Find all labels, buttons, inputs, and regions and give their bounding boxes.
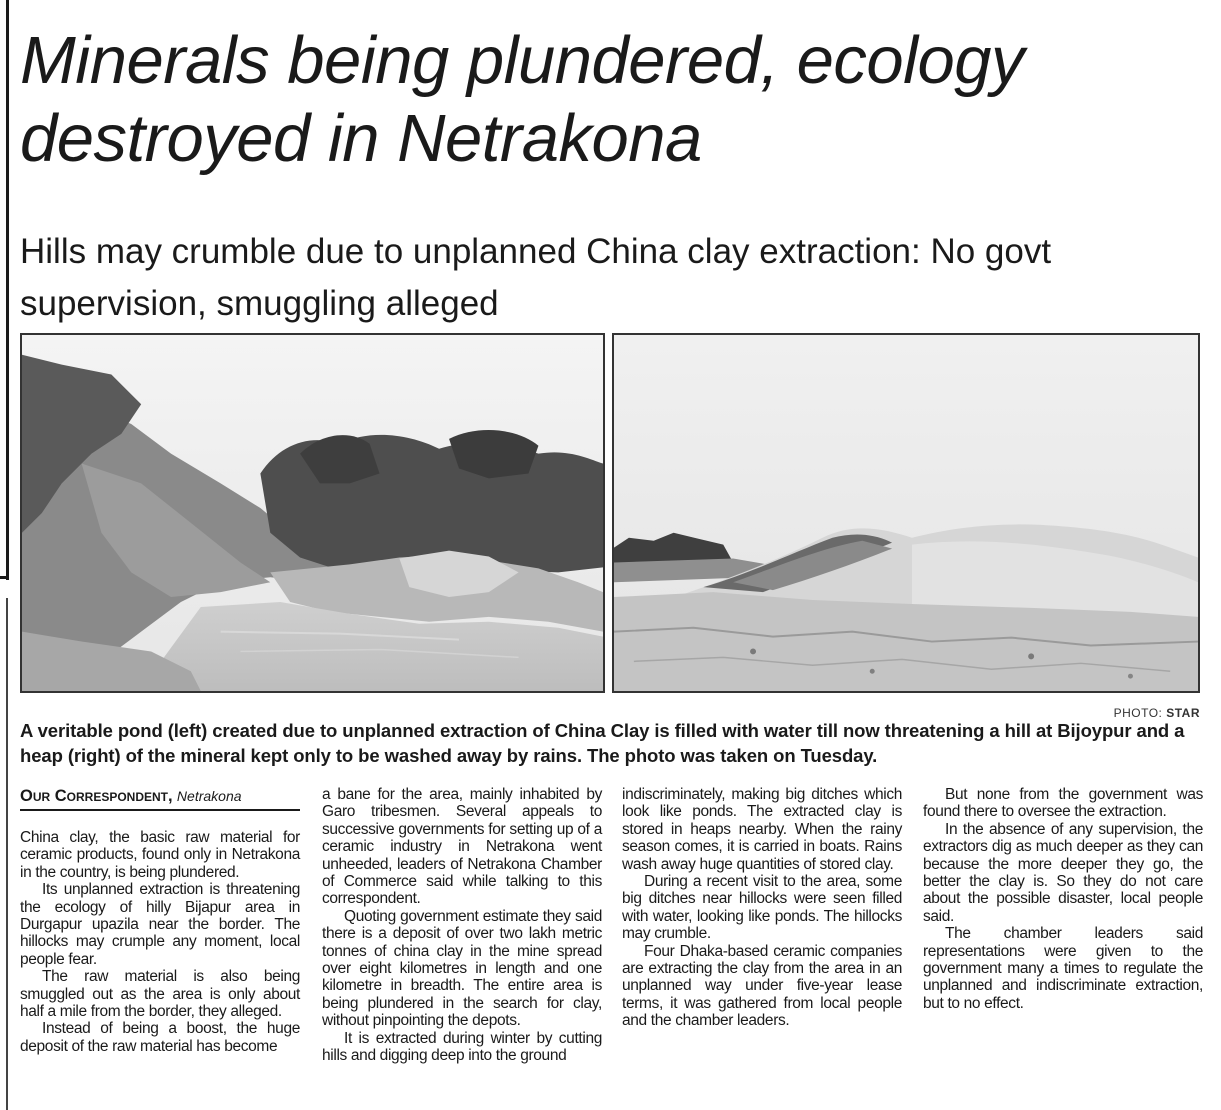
photo-clay-heap — [612, 333, 1200, 693]
paragraph: a bane for the area, mainly inhabited by Garo tribesmen. Several appeals to successive governments for setting up of a ceramic industry in Netrakona went unheeded, leaders of Netrakona Chamber of Commerce said while talking to this correspondent. — [322, 786, 602, 908]
byline — [20, 786, 300, 811]
byline-author: Our Correspondent, — [20, 787, 173, 805]
article-column-4 — [923, 786, 1203, 1012]
byline-location: Netrakona — [176, 788, 242, 804]
photo-credit-label: PHOTO: — [1113, 706, 1167, 720]
paragraph: But none from the government was found there to oversee the extraction. — [923, 786, 1203, 821]
paragraph: Instead of being a boost, the huge deposit of the raw material has become — [20, 1020, 300, 1055]
paragraph: The raw material is also being smuggled out as the area is only about half a mile from the border, they alleged. — [20, 968, 300, 1021]
photo-clay-heap-image — [614, 335, 1198, 691]
paragraph: In the absence of any supervision, the extractors dig as much deeper as they can because the more deeper they go, the better the clay is. So they do not care about the possible disaster, local people said. — [923, 820, 1203, 925]
paragraph: Its unplanned extraction is threatening the ecology of hilly Bijapur area in Durgapur upazila near the border. The hillocks may crumple any moment, local people fear. — [20, 881, 300, 968]
photo-clay-pond-image — [22, 335, 603, 691]
article-column-2 — [322, 786, 602, 1065]
left-rule-tick — [0, 576, 9, 579]
article-column-1 — [20, 786, 300, 1055]
photo-caption: A veritable pond (left) created due to unplanned extraction of China Clay is filled with water till now threatening a hill at Bijoypur and a heap (right) of the mineral kept only to be washed away by rains. The photo was taken on Tuesday. — [20, 720, 1185, 766]
paragraph: It is extracted during winter by cutting hills and digging deep into the ground — [322, 1029, 602, 1065]
paragraph: The chamber leaders said representations were given to the government many a times to regulate the unplanned and indiscriminate extraction, but to no effect. — [923, 925, 1203, 1012]
left-column-rule-lower — [6, 598, 8, 1110]
paragraph: Quoting government estimate they said there is a deposit of over two lakh metric tonnes of china clay in the mine spread over eight kilometres in length and one kilometre in breadth. The entire area is being plundered in the search for clay, without pinpointing the depots. — [322, 907, 602, 1030]
article-column-3 — [622, 786, 902, 1030]
photo-clay-pond — [20, 333, 605, 693]
paragraph: Four Dhaka-based ceramic companies are extracting the clay from the area in an unplanned way under five-year lease terms, it was gathered from local people and the chamber leaders. — [622, 942, 902, 1030]
left-column-rule — [6, 0, 9, 580]
article-body — [20, 786, 1203, 1096]
subheadline: Hills may crumble due to unplanned China clay extraction: No govt supervision, smuggling alleged — [20, 232, 1052, 323]
headline: Minerals being plundered, ecology destroyed in Netrakona — [20, 23, 1025, 176]
paragraph: China clay, the basic raw material for ceramic products, found only in Netrakona in the country, is being plundered. — [20, 829, 300, 881]
byline-spacer — [20, 815, 300, 829]
photo-credit-source: STAR — [1166, 706, 1200, 720]
paragraph: indiscriminately, making big ditches which look like ponds. The extracted clay is stored in heaps nearby. When the rainy season comes, it is carried in boats. Rains wash away huge quantities of stored clay. — [622, 786, 902, 873]
paragraph: During a recent visit to the area, some big ditches near hillocks were seen filled with water, looking like ponds. The hillocks may crumble. — [622, 873, 902, 943]
